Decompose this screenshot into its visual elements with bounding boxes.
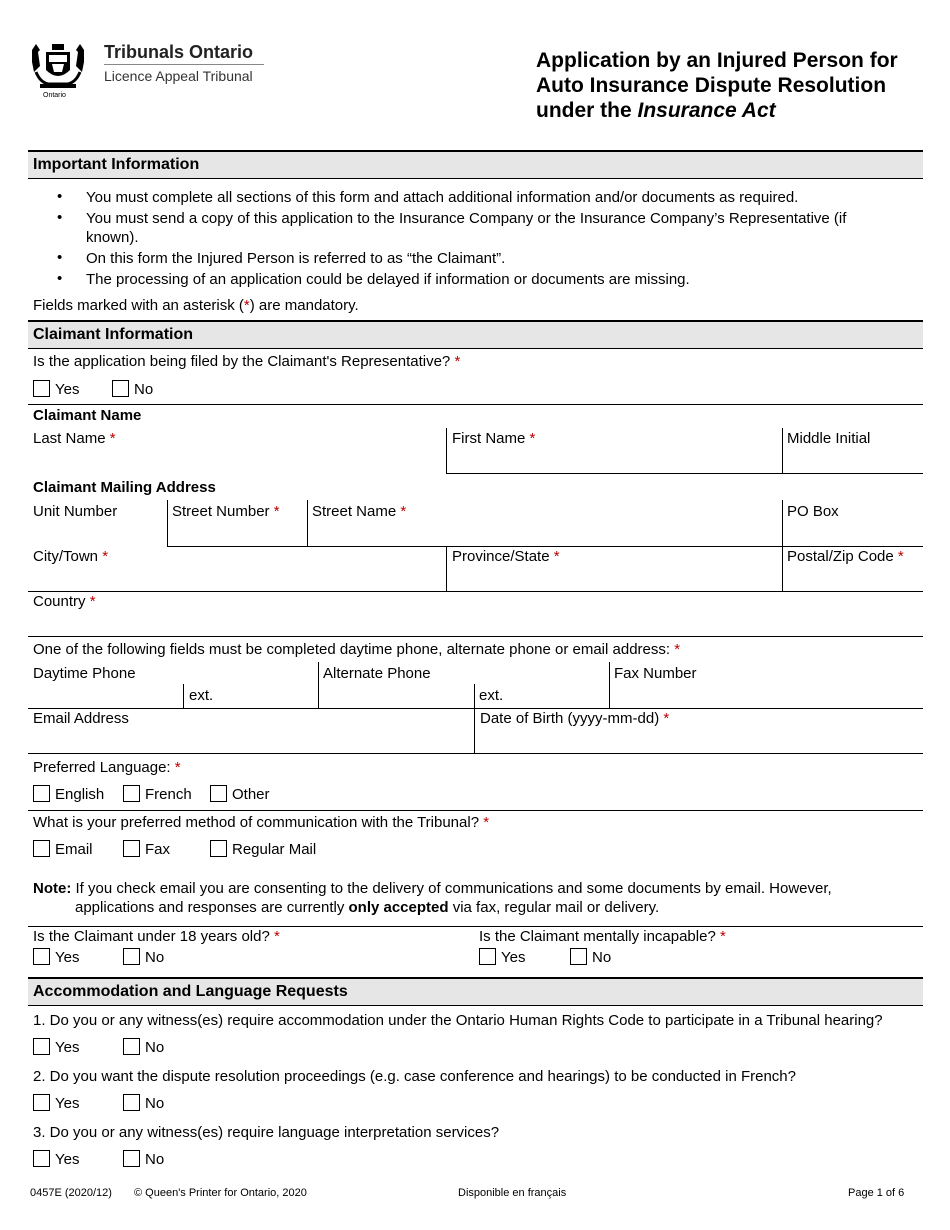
accommodation-question-2: 2. Do you want the dispute resolution proceedings (e.g. case conference and hearings) to be conducted in French? [33,1068,796,1085]
under18-yes-checkbox[interactable] [33,948,50,965]
lang-english-checkbox[interactable] [33,785,50,802]
q2-no-option[interactable]: No [123,1094,164,1112]
rep-no-checkbox[interactable] [112,380,129,397]
accommodation-question-3: 3. Do you or any witness(es) require language interpretation services? [33,1124,500,1141]
alternate-phone-label: Alternate Phone [323,665,431,682]
comm-method-question: What is your preferred method of communication with the Tribunal? * [33,814,490,831]
q1-no-option[interactable]: No [123,1038,164,1056]
title-line-3: under the Insurance Act [536,99,776,122]
lang-english-option[interactable]: English [33,785,104,803]
rep-yes-option[interactable]: Yes [33,380,79,398]
middle-initial-label: Middle Initial [787,430,871,447]
title-line-1: Application by an Injured Person for [536,49,898,72]
org-divider [104,64,264,65]
q3-no-checkbox[interactable] [123,1150,140,1167]
contact-note: One of the following fields must be completed daytime phone, alternate phone or email address: * [33,641,681,658]
lang-french-checkbox[interactable] [123,785,140,802]
preferred-language-label: Preferred Language: * [33,759,181,776]
rep-question: Is the application being filed by the Claimant's Representative? * [33,353,461,370]
daytime-phone-label: Daytime Phone [33,665,136,682]
street-name-label: Street Name * [312,503,407,520]
incapable-question: Is the Claimant mentally incapable? * [479,928,726,945]
po-box-label: PO Box [787,503,839,520]
bullet-3: On this form the Injured Person is referred to as “the Claimant”. [86,250,506,267]
fax-number-label: Fax Number [614,665,697,682]
bullet-dot: • [57,188,63,205]
under-18-question: Is the Claimant under 18 years old? * [33,928,280,945]
country-label: Country * [33,593,96,610]
q1-yes-option[interactable]: Yes [33,1038,79,1056]
postal-label: Postal/Zip Code * [787,548,904,565]
lang-french-option[interactable]: French [123,785,192,803]
email-consent-note: Note: If you check email you are consenting to the delivery of communications and some documents by email. However, [33,880,832,897]
rep-no-option[interactable]: No [112,380,153,398]
daytime-ext-label: ext. [189,687,214,704]
unit-number-label: Unit Number [33,503,118,520]
form-title [536,48,898,123]
rep-yes-checkbox[interactable] [33,380,50,397]
province-label: Province/State * [452,548,560,565]
incapable-yes-option[interactable]: Yes [479,948,525,966]
copyright: © Queen's Printer for Ontario, 2020 [134,1187,307,1199]
org-subname: Licence Appeal Tribunal [104,68,253,84]
dob-label: Date of Birth (yyyy-mm-dd) * [480,710,670,727]
claimant-info-heading: Claimant Information [28,320,923,349]
bullet-dot: • [57,270,63,287]
bullet-dot: • [57,249,63,266]
under18-no-checkbox[interactable] [123,948,140,965]
bullet-dot: • [57,209,63,226]
email-address-label: Email Address [33,710,129,727]
page-number: Page 1 of 6 [848,1187,905,1199]
city-label: City/Town * [33,548,109,565]
comm-email-checkbox[interactable] [33,840,50,857]
french-available: Disponible en français [458,1187,567,1199]
bullet-2: You must send a copy of this application to the Insurance Company or the Insurance Company’s Representative (if known). [86,210,847,246]
street-number-label: Street Number * [172,503,280,520]
accommodation-question-1: 1. Do you or any witness(es) require accommodation under the Ontario Human Rights Code to participate in a Tribunal hearing? [33,1012,883,1029]
under18-yes-option[interactable]: Yes [33,948,79,966]
incapable-no-option[interactable]: No [570,948,611,966]
important-info-heading: Important Information [28,150,923,179]
incapable-yes-checkbox[interactable] [479,948,496,965]
q2-no-checkbox[interactable] [123,1094,140,1111]
q1-yes-checkbox[interactable] [33,1038,50,1055]
under18-no-option[interactable]: No [123,948,164,966]
q2-yes-checkbox[interactable] [33,1094,50,1111]
q3-yes-option[interactable]: Yes [33,1150,79,1168]
q3-yes-checkbox[interactable] [33,1150,50,1167]
comm-fax-checkbox[interactable] [123,840,140,857]
first-name-label: First Name * [452,430,536,447]
comm-email-option[interactable]: Email [33,840,93,858]
email-consent-note-cont: applications and responses are currently only accepted via fax, regular mail or delivery. [75,899,660,916]
comm-mail-option[interactable]: Regular Mail [210,840,316,858]
q2-yes-option[interactable]: Yes [33,1094,79,1112]
lang-other-checkbox[interactable] [210,785,227,802]
claimant-name-heading: Claimant Name [33,407,142,424]
logo-caption: Ontario [43,92,66,99]
q3-no-option[interactable]: No [123,1150,164,1168]
comm-fax-option[interactable]: Fax [123,840,170,858]
last-name-label: Last Name * [33,430,116,447]
comm-mail-checkbox[interactable] [210,840,227,857]
mandatory-note: Fields marked with an asterisk (*) are mandatory. [33,297,359,314]
title-line-2: Auto Insurance Dispute Resolution [536,74,887,97]
org-name: Tribunals Ontario [104,42,254,62]
incapable-no-checkbox[interactable] [570,948,587,965]
accommodation-heading: Accommodation and Language Requests [28,977,923,1006]
bullet-4: The processing of an application could be delayed if information or documents are missing. [86,271,690,288]
alternate-ext-label: ext. [479,687,504,704]
form-id: 0457E (2020/12) [30,1187,112,1199]
lang-other-option[interactable]: Other [210,785,270,803]
act-name: Insurance Act [637,99,776,122]
q1-no-checkbox[interactable] [123,1038,140,1055]
bullet-1: You must complete all sections of this form and attach additional information and/or documents as required. [86,189,799,206]
mailing-address-heading: Claimant Mailing Address [33,479,216,496]
